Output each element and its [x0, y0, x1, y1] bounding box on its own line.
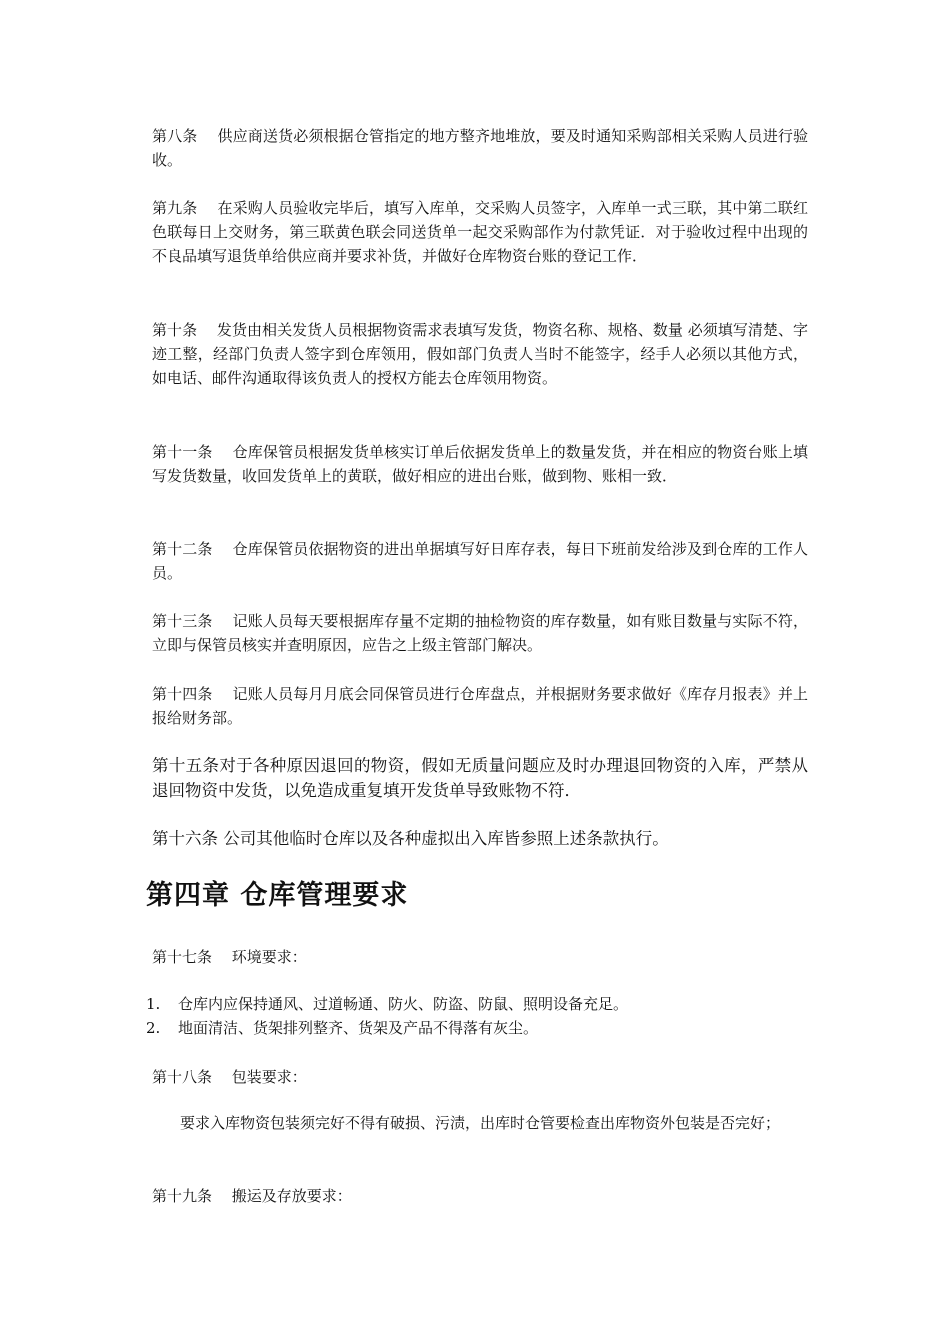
- article-19: 第十九条 搬运及存放要求：: [152, 1187, 352, 1205]
- article-11: 第十一条 仓库保管员根据发货单核实订单后依据发货单上的数量发货，并在相应的物资台账上填写发货数量，收回发货单上的黄联，做好相应的进出台账，做到物、账相一致．: [152, 443, 808, 485]
- article-18-body: 要求入库物资包装须完好不得有破损、污渍，出库时仓管要检查出库物资外包装是否完好；: [180, 1114, 781, 1132]
- list-item: [146, 992, 806, 1016]
- list-number: 2.: [146, 1019, 161, 1037]
- article-17: 第十七条 环境要求：: [152, 948, 307, 966]
- chapter-4-heading: 第四章 仓库管理要求: [146, 880, 409, 911]
- article-9: 第九条 在采购人员验收完毕后，填写入库单，交采购人员签字，入库单一式三联，其中第二联红色联每日上交财务，第三联黄色联会同送货单一起交采购部作为付款凭证．对于验收过程中出现的不良品填写退货单给供应商并要求补货，并做好仓库物资台账的登记工作．: [152, 199, 808, 265]
- article-13: 第十三条 记账人员每天要根据库存量不定期的抽检物资的库存数量，如有账目数量与实际不符，立即与保管员核实并查明原因，应告之上级主管部门解决。: [152, 612, 808, 654]
- article-18: 第十八条 包装要求：: [152, 1068, 307, 1086]
- article-14: 第十四条 记账人员每月月底会同保管员进行仓库盘点，并根据财务要求做好《库存月报表》并上报给财务部。: [152, 685, 808, 727]
- article-15: 第十五条对于各种原因退回的物资，假如无质量问题应及时办理退回物资的入库，严禁从退回物资中发货，以免造成重复填开发货单导致账物不符．: [152, 756, 808, 800]
- article-12: 第十二条 仓库保管员依据物资的进出单据填写好日库存表，每日下班前发给涉及到仓库的工作人员。: [152, 540, 808, 582]
- list-item: [146, 1016, 806, 1040]
- article-16: 第十六条 公司其他临时仓库以及各种虚拟出入库皆参照上述条款执行。: [152, 829, 669, 848]
- article-8: 第八条 供应商送货必须根据仓管指定的地方整齐地堆放，要及时通知采购部相关采购人员进行验收。: [152, 127, 808, 169]
- list-text: 地面清洁、货架排列整齐、货架及产品不得落有灰尘。: [178, 1019, 539, 1037]
- environment-requirements-list: [146, 992, 806, 1040]
- article-10: 第十条 发货由相关发货人员根据物资需求表填写发货，物资名称、规格、数量 必须填写清楚、字迹工整，经部门负责人签字到仓库领用，假如部门负责人当时不能签字，经手人必须以其他方式，如电话、邮件沟通取得该负责人的授权方能去仓库领用物资。: [152, 321, 808, 387]
- list-number: 1.: [146, 995, 161, 1013]
- list-text: 仓库内应保持通风、过道畅通、防火、防盗、防鼠、照明设备充足。: [178, 995, 629, 1013]
